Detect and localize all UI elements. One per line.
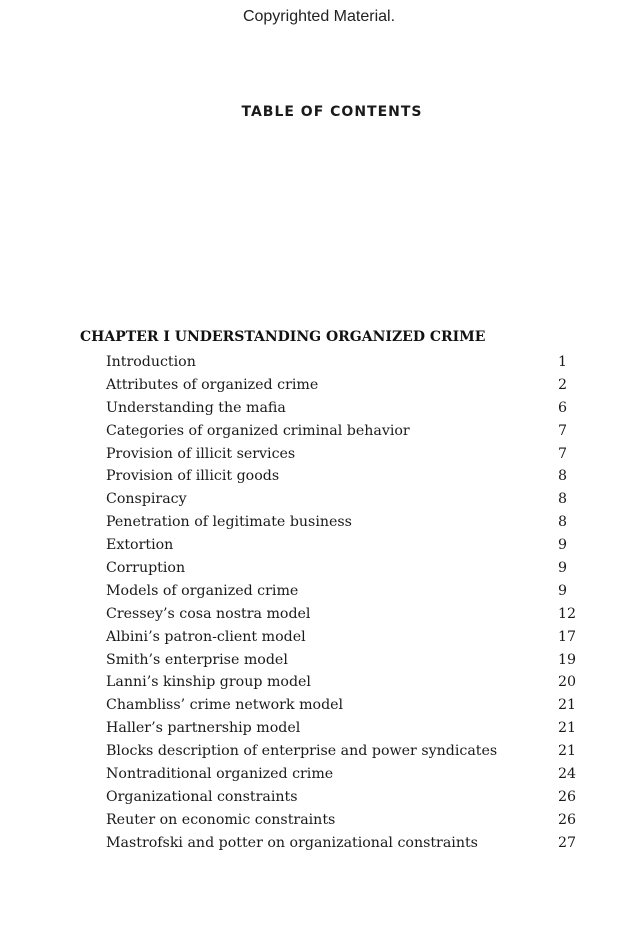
- toc-entry: [106, 580, 584, 603]
- toc-entry-title: Reuter on economic constraints: [106, 811, 336, 828]
- toc-entry-page: 26: [558, 811, 577, 828]
- toc-entry-page: 7: [558, 422, 568, 439]
- toc-entry: [106, 671, 584, 694]
- toc-entry-page: 1: [558, 354, 568, 370]
- toc-entry-title: Organizational constraints: [106, 788, 298, 805]
- toc-entry-title: Cressey’s cosa nostra model: [106, 605, 311, 622]
- toc-entry-title: Models of organized crime: [106, 582, 299, 599]
- toc-entry-title: Penetration of legitimate business: [106, 514, 352, 531]
- toc-entry-title: Lanni’s kinship group model: [106, 674, 311, 691]
- toc-entry: [106, 534, 584, 557]
- toc-entry: [106, 763, 584, 786]
- toc-entry-page: 21: [558, 743, 577, 760]
- toc-entry-page: 12: [558, 605, 577, 622]
- toc-entry: [106, 557, 584, 580]
- toc-entry: [106, 511, 584, 534]
- toc-entry: [106, 603, 584, 626]
- toc-entry-page: 6: [558, 399, 568, 416]
- toc-entry-page: 17: [558, 628, 577, 645]
- toc-entry-list: [106, 351, 584, 855]
- toc-entry-title: Albini’s patron-client model: [106, 628, 306, 645]
- toc-entry: [106, 786, 584, 809]
- toc-entry: [106, 374, 584, 397]
- toc-entry-page: 8: [558, 491, 568, 508]
- toc-entry: [106, 443, 584, 466]
- toc-entry-title: Smith’s enterprise model: [106, 651, 288, 668]
- toc-entry-page: 8: [558, 514, 568, 531]
- toc-entry-page: 8: [558, 468, 568, 485]
- toc-entry: [106, 420, 584, 443]
- toc-entry-title: Provision of illicit services: [106, 445, 296, 462]
- toc-entry: [106, 832, 584, 855]
- toc-entry-title: Categories of organized criminal behavior: [106, 422, 410, 439]
- toc-entry-title: Extortion: [106, 537, 174, 554]
- toc-entry: [106, 351, 584, 374]
- toc-entry-title: Provision of illicit goods: [106, 468, 280, 485]
- toc-entry-page: 27: [558, 834, 577, 851]
- toc-entry: [106, 626, 584, 649]
- toc-entry-page: 21: [558, 720, 577, 737]
- toc-entry-title: Conspiracy: [106, 491, 187, 508]
- toc-entry-page: 21: [558, 697, 577, 714]
- toc-entry: [106, 649, 584, 672]
- toc-entry: [106, 465, 584, 488]
- toc-entry-title: Mastrofski and potter on organizational constraints: [106, 834, 478, 851]
- toc-entry-page: 20: [558, 674, 577, 691]
- toc-entry: [106, 717, 584, 740]
- toc-entry: [106, 809, 584, 832]
- toc-entry-title: Nontraditional organized crime: [106, 766, 334, 783]
- toc-entry-page: 9: [558, 537, 568, 554]
- toc-entry-title: Corruption: [106, 560, 186, 577]
- toc-entry-page: 9: [558, 582, 568, 599]
- toc-entry-page: 19: [558, 651, 577, 668]
- toc-entry-page: 9: [558, 560, 568, 577]
- page-title: TABLE OF CONTENTS: [241, 104, 423, 120]
- toc-entry-page: 2: [558, 376, 568, 393]
- toc-entry-title: Understanding the mafia: [106, 399, 286, 416]
- toc-entry-title: Blocks description of enterprise and power syndicates: [106, 743, 498, 760]
- toc-entry: [106, 397, 584, 420]
- toc-entry-title: Haller’s partnership model: [106, 720, 301, 737]
- toc-entry-title: Introduction: [106, 354, 196, 370]
- toc-entry-page: 24: [558, 766, 577, 783]
- toc-entry-title: Chambliss’ crime network model: [106, 697, 344, 714]
- toc-entry: [106, 694, 584, 717]
- toc-entry-title: Attributes of organized crime: [106, 376, 319, 393]
- copyright-watermark: Copyrighted Material.: [242, 8, 396, 25]
- toc-entry-page: 7: [558, 445, 568, 462]
- chapter-heading: CHAPTER I UNDERSTANDING ORGANIZED CRIME: [80, 329, 486, 345]
- toc-entry: [106, 488, 584, 511]
- toc-entry-page: 26: [558, 788, 577, 805]
- toc-entry: [106, 740, 584, 763]
